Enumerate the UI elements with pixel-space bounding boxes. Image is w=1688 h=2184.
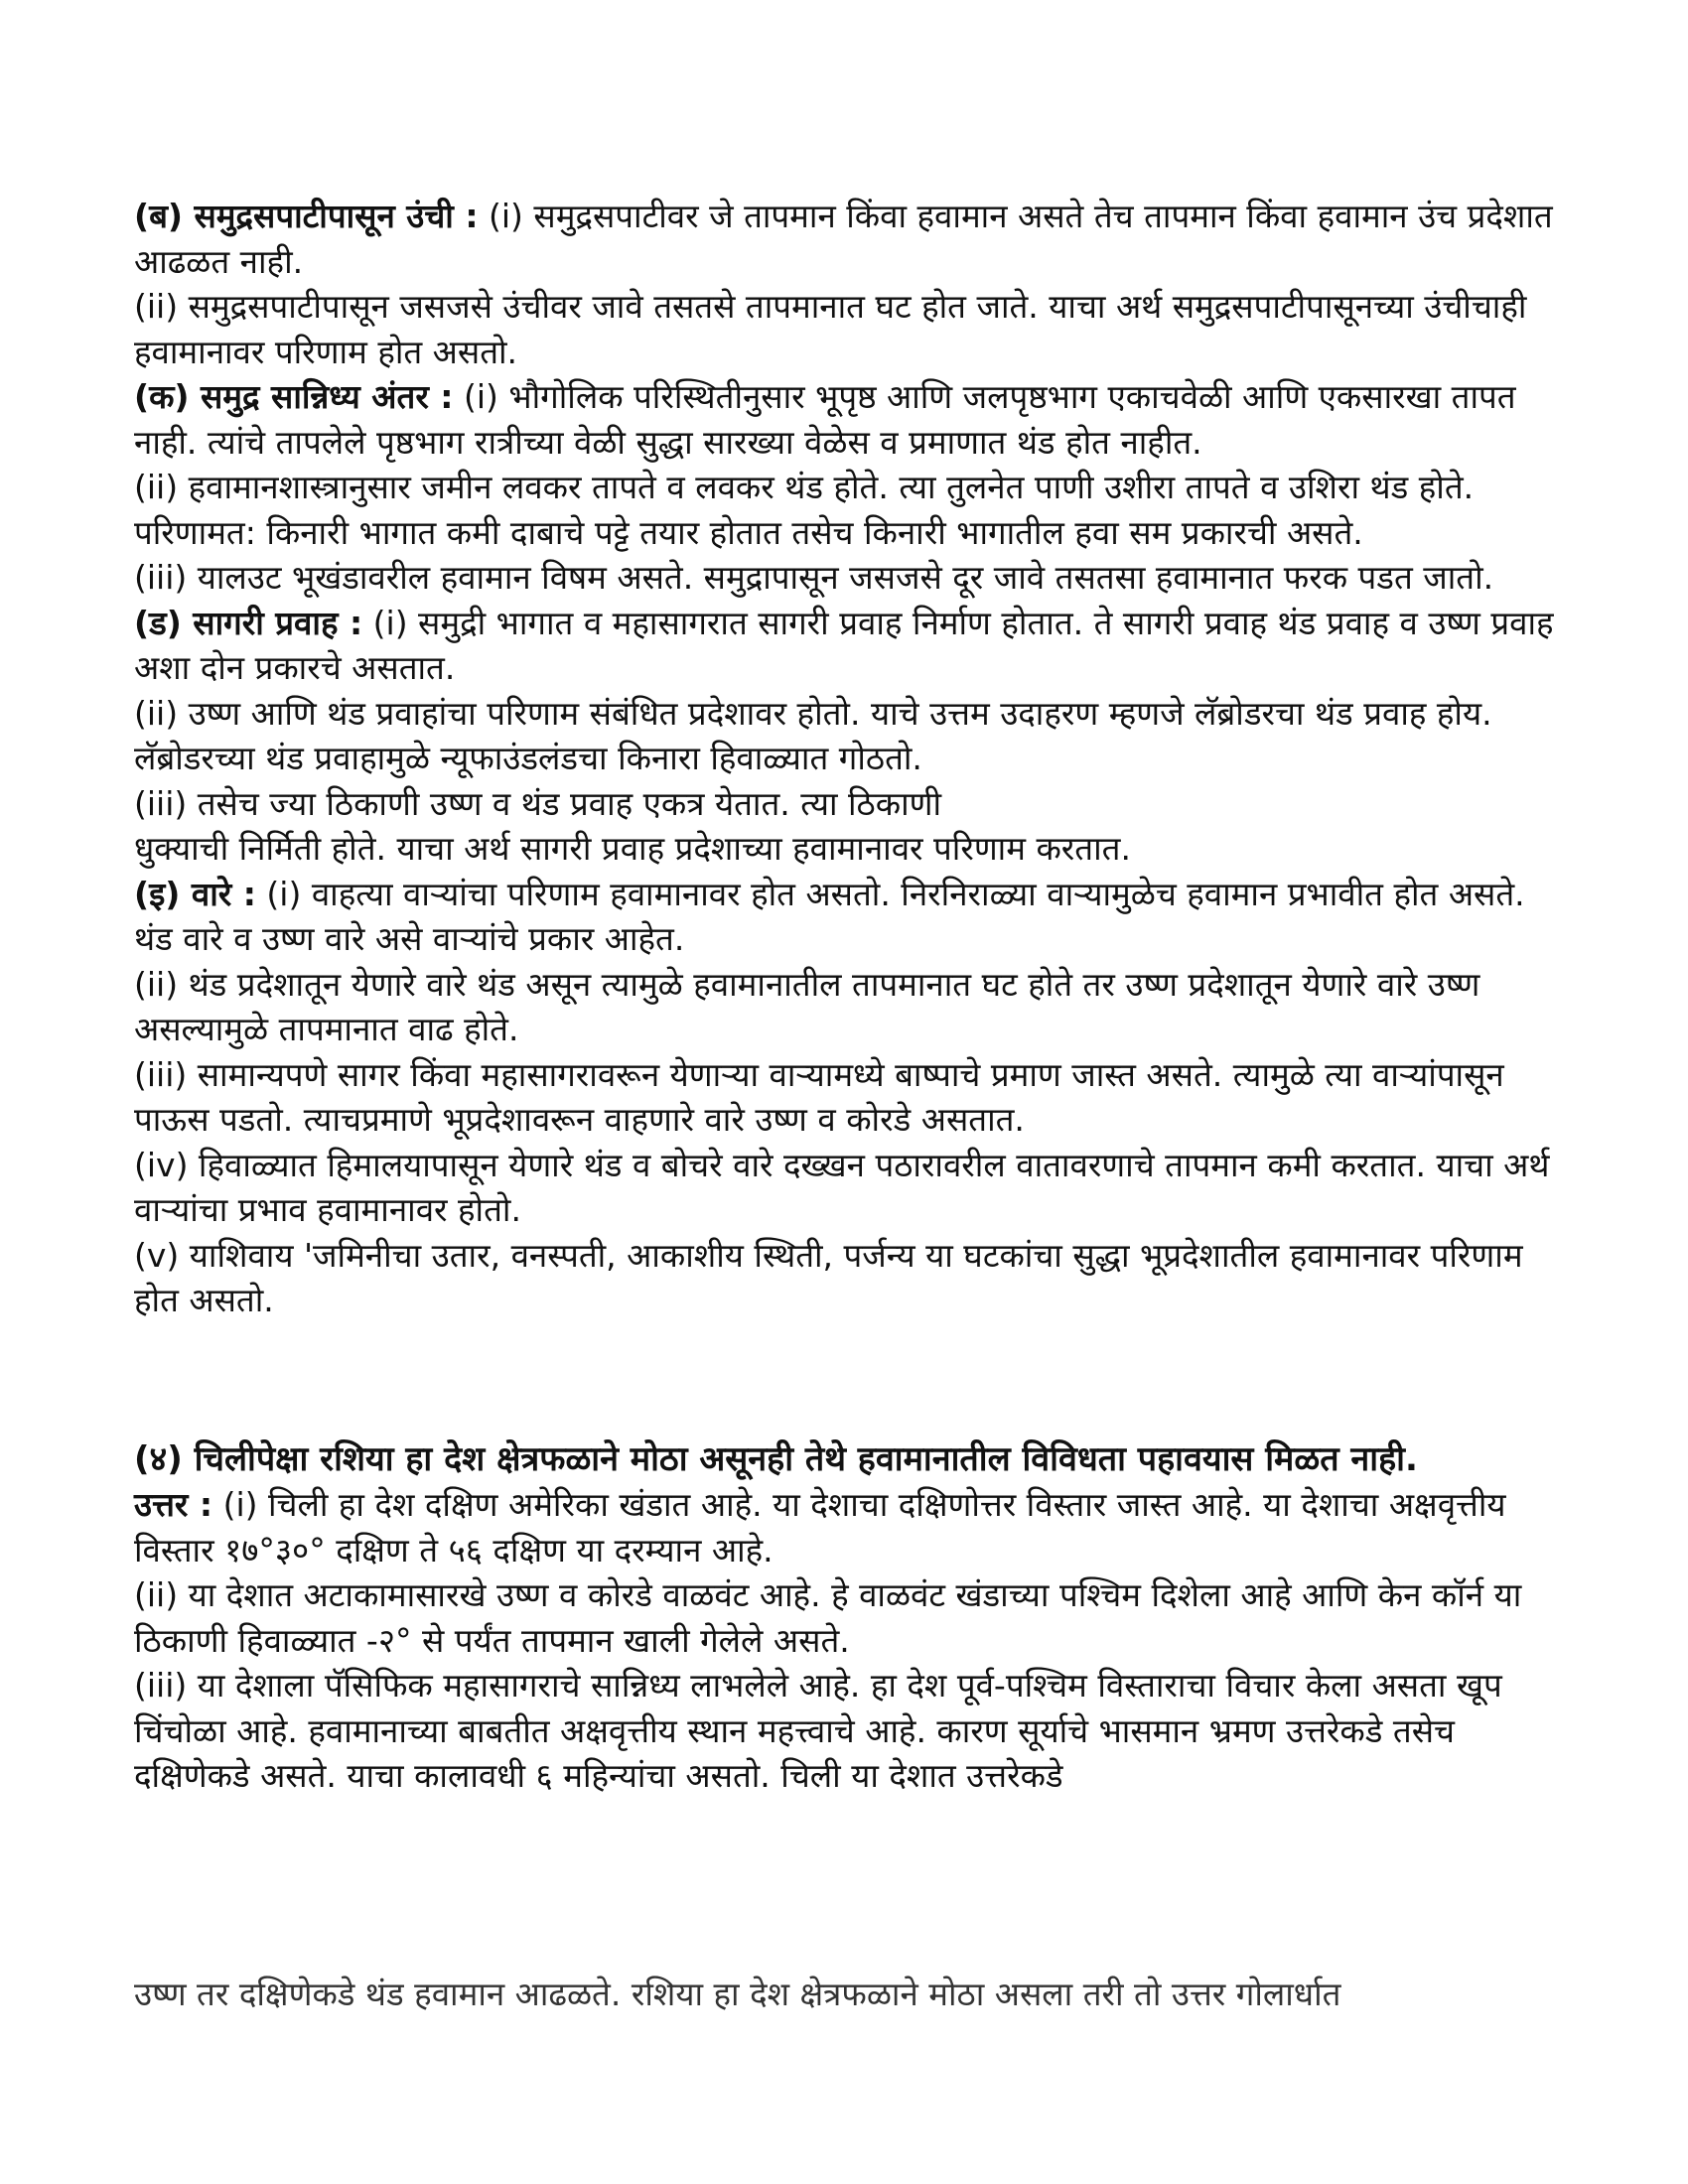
answer-label: उत्तर : [134,1485,213,1524]
section-e-heading: (इ) वारे : [134,874,256,913]
answer-para-3: (iii) या देशाला पॅसिफिक महासागराचे सान्निध्य लाभलेले आहे. हा देश पूर्व-पश्चिम विस्ताराचा विचार केला असता खूप चिंचोळा आहे. हवामानाच्या बाबतीत अक्षवृत्तीय स्थान महत्त्वाचे आहे. कारण सूर्याचे भासमान भ्रमण उत्तरेकडे तसेच दक्षिणेकडे असते. याचा कालावधी ६ महिन्यांचा असतो. चिली या देशात उत्तरेकडे [134,1666,1502,1795]
section-k-para-2: (ii) हवामानशास्त्रानुसार जमीन लवकर तापते व लवकर थंड होते. त्या तुलनेत पाणी उशीरा तापते व उशिरा थंड होते. परिणामत: किनारी भागात कमी दाबाचे पट्टे तयार होतात तसेच किनारी भागातील हवा सम प्रकारची असते. [134,468,1475,552]
section-d-para-3a: (iii) तसेच ज्या ठिकाणी उष्ण व थंड प्रवाह एकत्र येतात. त्या ठिकाणी [134,783,942,823]
section-b-para-1 [134,194,1554,284]
cut-off-line [134,1975,1554,2017]
answer-text-1: (i) चिली हा देश दक्षिण अमेरिका खंडात आहे. या देशाचा दक्षिणोत्तर विस्तार जास्त आहे. या देशाचा अक्षवृत्तीय विस्तार १७°३०° दक्षिण ते ५६ दक्षिण या दरम्यान आहे. [134,1485,1506,1570]
cut-off-line-text: उष्ण तर दक्षिणेकडे थंड हवामान आढळते. रशिया हा देश क्षेत्रफळाने मोठा असला तरी तो उत्तर गोलार्धात [134,1975,1341,2013]
section-e-text-1: (i) वाहत्या वाऱ्यांचा परिणाम हवामानावर होत असतो. निरनिराळ्या वाऱ्यामुळेच हवामान प्रभावीत होत असते. थंड वारे व उष्ण वारे असे वाऱ्यांचे प्रकार आहेत. [134,874,1525,958]
section-e-para-2: (ii) थंड प्रदेशातून येणारे वारे थंड असून त्यामुळे हवामानातील तापमानात घट होते तर उष्ण प्रदेशातून येणारे वारे उष्ण असल्यामुळे तापमानात वाढ होते. [134,964,1480,1048]
answer-para-1 [134,1482,1554,1572]
section-k-text-1: (i) भौगोलिक परिस्थितीनुसार भूपृष्ठ आणि जलपृष्ठभाग एकाचवेळी आणि एकसारखा तापत नाही. त्यांचे तापलेले पृष्ठभाग रात्रीच्या वेळी सुद्धा सारख्या वेळेस व प्रमाणात थंड होत नाहीत. [134,377,1516,462]
section-k-para-1 [134,374,1554,465]
section-e-para-4: (iv) हिवाळ्यात हिमालयापासून येणारे थंड व बोचरे वारे दख्खन पठारावरील वातावरणाचे तापमान कमी करतात. याचा अर्थ वाऱ्यांचा प्रभाव हवामानावर होतो. [134,1145,1550,1229]
section-d-para-2: (ii) उष्ण आणि थंड प्रवाहांचा परिणाम संबंधित प्रदेशावर होतो. याचे उत्तम उदाहरण म्हणजे लॅब्रोडरचा थंड प्रवाह होय. लॅब्रोडरच्या थंड प्रवाहामुळे न्यूफाउंडलंडचा किनारा हिवाळ्यात गोठतो. [134,693,1492,777]
question-4-title: (४) चिलीपेक्षा रशिया हा देश क्षेत्रफळाने मोठा असूनही तेथे हवामानातील विविधता पहावयास मिळत नाही. [134,1438,1418,1479]
section-e-para-3: (iii) सामान्यपणे सागर किंवा महासागरावरून येणाऱ्या वाऱ्यामध्ये बाष्पाचे प्रमाण जास्त असते. त्यामुळे त्या वाऱ्यांपासून पाऊस पडतो. त्याचप्रमाणे भूप्रदेशावरून वाहणारे वारे उष्ण व कोरडे असतात. [134,1054,1504,1139]
section-e-para-1 [134,872,1554,962]
answer-para-2: (ii) या देशात अटाकामासारखे उष्ण व कोरडे वाळवंट आहे. हे वाळवंट खंडाच्या पश्चिम दिशेला आहे आणि केन कॉर्न या ठिकाणी हिवाळ्यात -२° से पर्यंत तापमान खाली गेलेले असते. [134,1575,1522,1660]
section-e-para-5: (v) याशिवाय 'जमिनीचा उतार, वनस्पती, आकाशीय स्थिती, पर्जन्य या घटकांचा सुद्धा भूप्रदेशातील हवामानावर परिणाम होत असतो. [134,1235,1523,1319]
section-k-para-3: (iii) यालउट भूखंडावरील हवामान विषम असते. समुद्रापासून जसजसे दूर जावे तसतसा हवामानात फरक पडत जातो. [134,558,1494,597]
section-d-para-1 [134,601,1554,691]
section-d-text-1: (i) समुद्री भागात व महासागरात सागरी प्रवाह निर्माण होतात. ते सागरी प्रवाह थंड प्रवाह व उष्ण प्रवाह अशा दोन प्रकारचे असतात. [134,603,1554,687]
document-page [134,194,1554,1799]
section-d-heading: (ड) सागरी प्रवाह : [134,603,363,642]
section-b-text-1: (i) समुद्रसपाटीवर जे तापमान किंवा हवामान असते तेच तापमान किंवा हवामान उंच प्रदेशात आढळत नाही. [134,197,1553,281]
section-d-para-3b: धुक्याची निर्मिती होते. याचा अर्थ सागरी प्रवाह प्रदेशाच्या हवामानावर परिणाम करतात. [134,829,1131,868]
section-b-heading: (ब) समुद्रसपाटीपासून उंची : [134,197,479,235]
section-b-para-2: (ii) समुद्रसपाटीपासून जसजसे उंचीवर जावे तसतसे तापमानात घट होत जाते. याचा अर्थ समुद्रसपाटीपासूनच्या उंचीचाही हवामानावर परिणाम होत असतो. [134,287,1527,371]
section-spacer [134,1323,1554,1437]
section-k-heading: (क) समुद्र सान्निध्य अंतर : [134,377,454,416]
